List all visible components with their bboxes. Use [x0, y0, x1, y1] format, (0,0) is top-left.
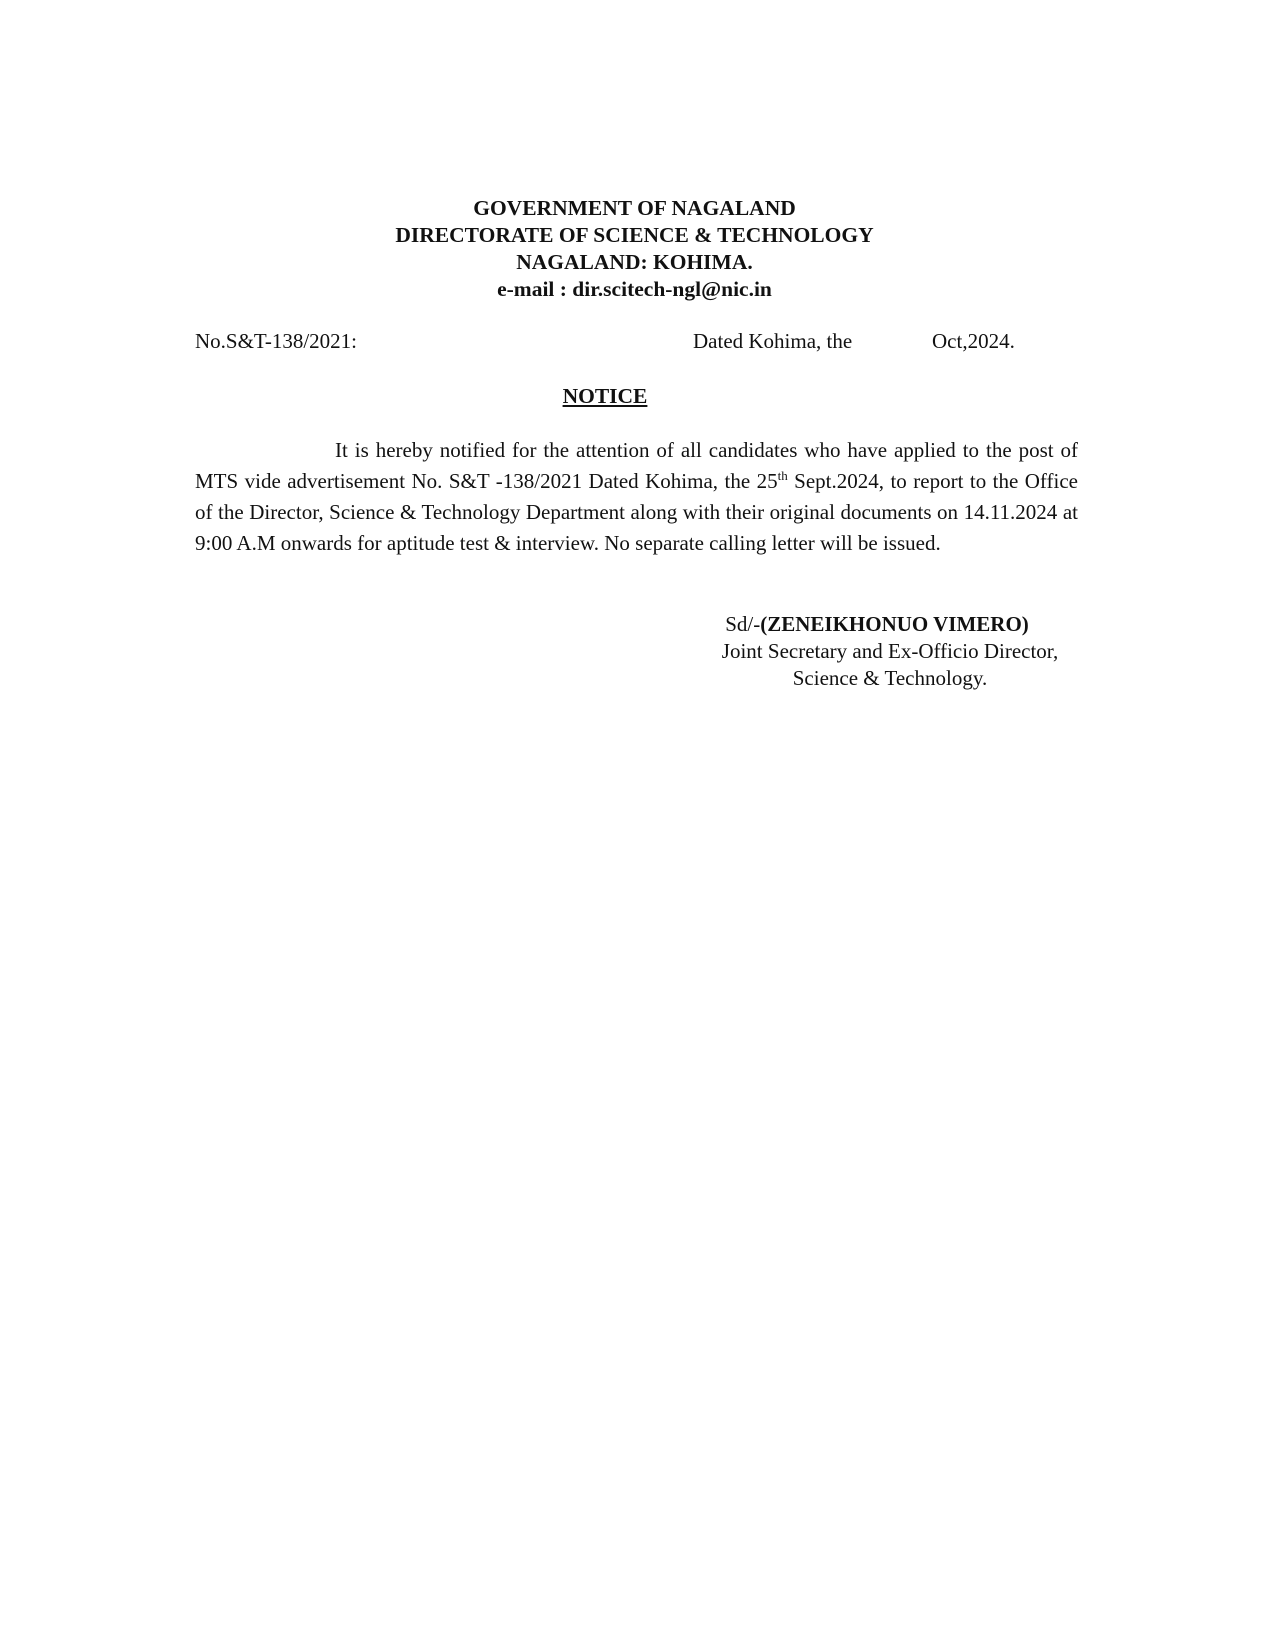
notice-title: NOTICE	[562, 384, 648, 408]
signature-block	[680, 611, 1100, 692]
notice-body	[195, 435, 1078, 559]
signature-line	[667, 611, 1087, 638]
reference-number: No.S&T-138/2021:	[195, 329, 357, 353]
letterhead-directorate: DIRECTORATE OF SCIENCE & TECHNOLOGY	[395, 223, 874, 247]
signatory-name: (ZENEIKHONUO VIMERO)	[760, 612, 1029, 636]
dated-label: Dated Kohima, the	[693, 329, 853, 353]
signatory-designation: Joint Secretary and Ex-Officio Director,	[721, 639, 1059, 663]
letterhead-email: e-mail : dir.scitech-ngl@nic.in	[497, 277, 772, 301]
notice-body-part1: It is hereby notified for the attention of all candidates who have applied to the post of MTS vide advertisement No. S&T -138/2021 Dated Kohima, the 25	[195, 438, 1078, 493]
letterhead	[0, 195, 1275, 303]
letterhead-government: GOVERNMENT OF NAGALAND	[473, 196, 796, 220]
signature-prefix: Sd/-	[725, 612, 761, 636]
letterhead-location: NAGALAND: KOHIMA.	[516, 250, 753, 274]
notice-body-part2: Sept.2024, to report to the Office of the Director, Science & Technology Department along with their original documents on 14.11.2024 at 9:00 A.M onwards for aptitude test & interview. No separate calling letter will be issued.	[195, 469, 1078, 555]
ordinal-suffix: th	[777, 468, 788, 483]
signatory-department: Science & Technology.	[792, 666, 988, 690]
date-value: Oct,2024.	[932, 329, 1015, 353]
